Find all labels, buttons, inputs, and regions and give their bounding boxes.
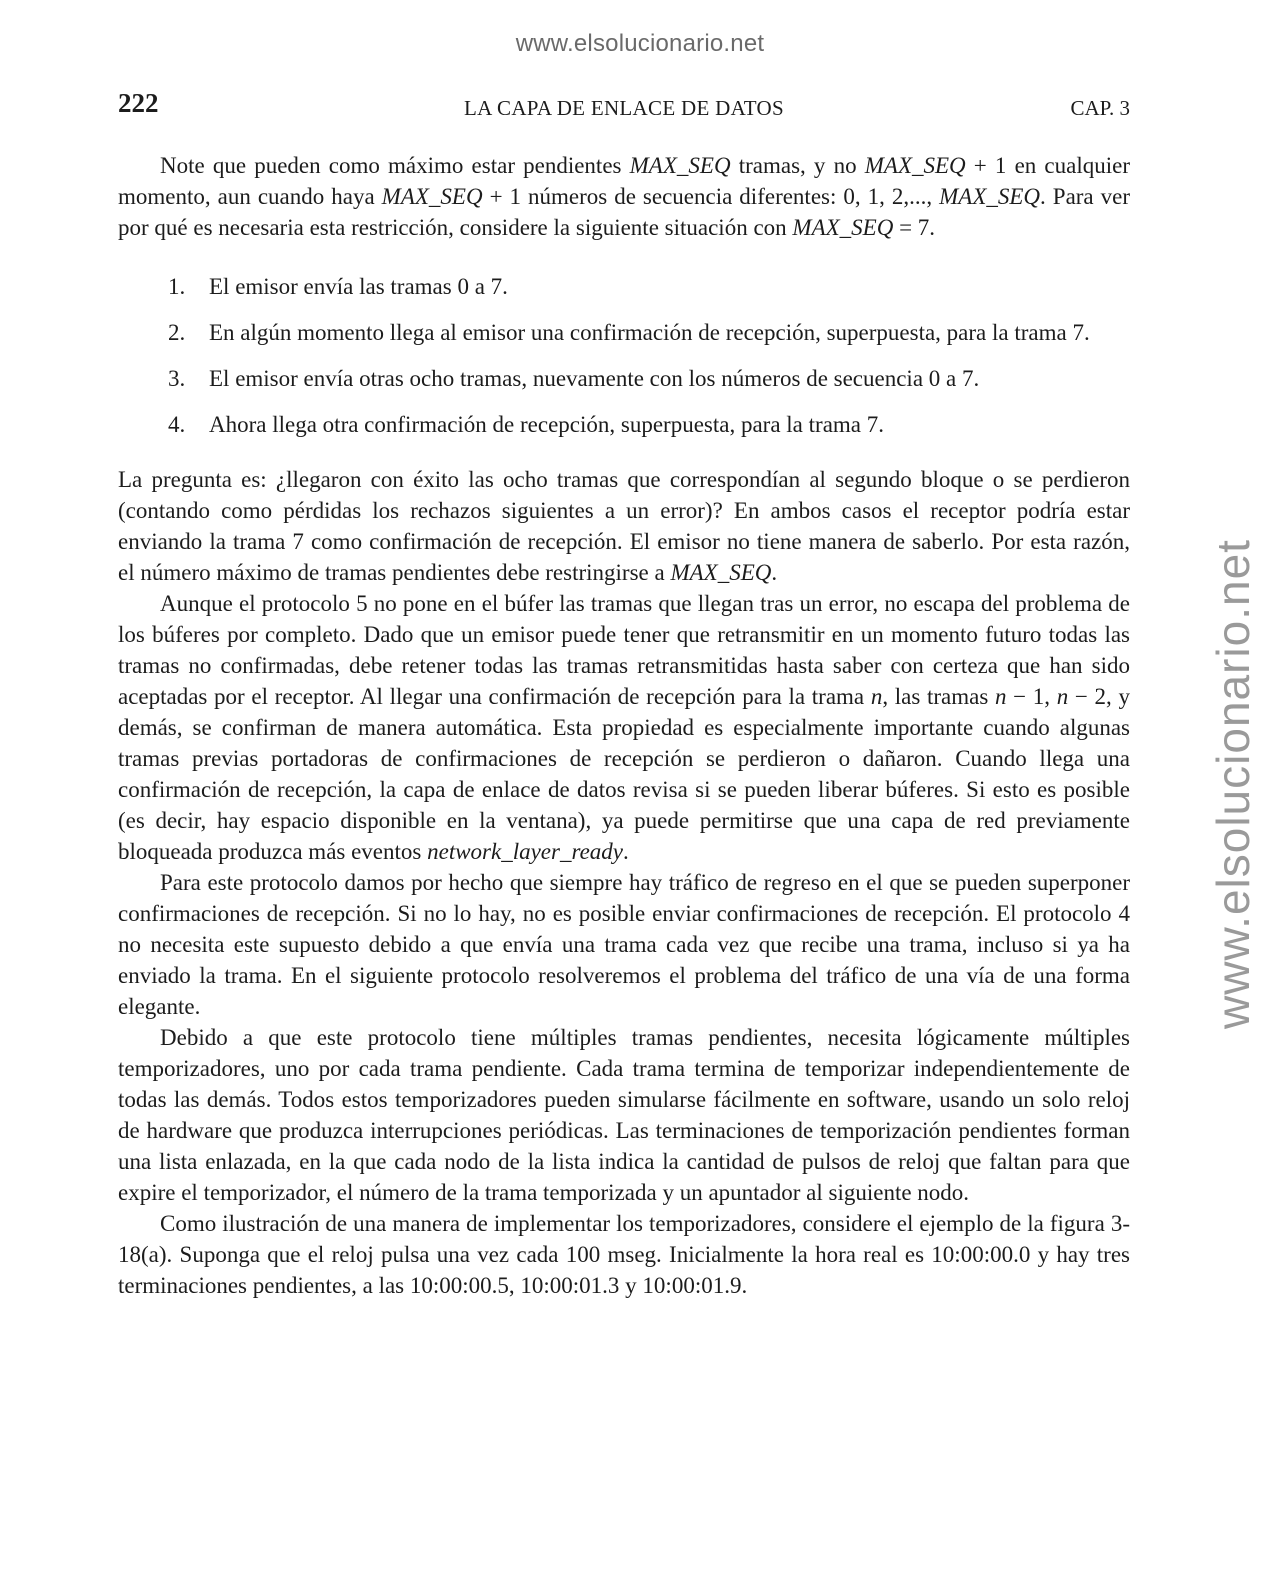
chapter-label: CAP. 3 bbox=[1070, 96, 1130, 120]
list-number: 1. bbox=[168, 274, 186, 299]
numbered-list bbox=[118, 271, 1130, 440]
watermark-url-side: www.elsolucionario.net bbox=[1207, 539, 1259, 1029]
paragraph-timers: Debido a que este protocolo tiene múltiples tramas pendientes, necesita lógicamente múltiples temporizadores, uno por cada trama pendiente. Cada trama termina de temporizar independientemente de todas las demás. Todos estos temporizadores pueden simularse fácilmente en software, usando un solo reloj de hardware que produzca interrupciones periódicas. Las terminaciones de temporización pendientes forman una lista enlazada, en la que cada nodo de la lista indica la cantidad de pulsos de reloj que faltan para que expire el temporizador, el número de la trama temporizada y un apuntador al siguiente nodo. bbox=[118, 1025, 1130, 1205]
list-item bbox=[168, 363, 1130, 394]
paragraph-intro: Note que pueden como máximo estar pendientes MAX_SEQ tramas, y no MAX_SEQ + 1 en cualquier momento, aun cuando haya MAX_SEQ + 1 números de secuencia diferentes: 0, 1, 2,..., MAX_SEQ. Para ver por qué es necesaria esta restricción, considere la siguiente situación con MAX_SEQ = 7. bbox=[118, 153, 1131, 240]
paragraph-question: La pregunta es: ¿llegaron con éxito las ocho tramas que correspondían al segundo bloque o se perdieron (contando como pérdidas los rechazos siguientes a un error)? En ambos casos el receptor podría estar enviando la trama 7 como confirmación de recepción. El emisor no tiene manera de saberlo. Por esta razón, el número máximo de tramas pendientes debe restringirse a MAX_SEQ. bbox=[118, 467, 1130, 585]
list-text: En algún momento llega al emisor una confirmación de recepción, superpuesta, para la trama 7. bbox=[209, 320, 1090, 345]
list-item bbox=[168, 317, 1130, 348]
list-number: 2. bbox=[168, 320, 186, 345]
paragraph-example: Como ilustración de una manera de implementar los temporizadores, considere el ejemplo de la figura 3-18(a). Suponga que el reloj pulsa una vez cada 100 mseg. Inicialmente la hora real es 10:00:00.0 y hay tres terminaciones pendientes, a las 10:00:00.5, 10:00:01.3 y 10:00:01.9. bbox=[118, 1211, 1130, 1298]
list-number: 4. bbox=[168, 412, 186, 437]
list-number: 3. bbox=[168, 366, 186, 391]
list-item bbox=[168, 409, 1130, 440]
page-body bbox=[118, 150, 1130, 1301]
page-number: 222 bbox=[118, 88, 159, 118]
paragraph-reverse-traffic: Para este protocolo damos por hecho que siempre hay tráfico de regreso en el que se pueden superponer confirmaciones de recepción. Si no lo hay, no es posible enviar confirmaciones de recepción. El protocolo 4 no necesita este supuesto debido a que envía una trama cada vez que recibe una trama, incluso si ya ha enviado la trama. En el siguiente protocolo resolveremos el problema del tráfico de una vía de una forma elegante. bbox=[118, 870, 1130, 1019]
list-text: El emisor envía otras ocho tramas, nuevamente con los números de secuencia 0 a 7. bbox=[209, 366, 980, 391]
list-item bbox=[168, 271, 1130, 302]
list-text: El emisor envía las tramas 0 a 7. bbox=[209, 274, 508, 299]
running-title: LA CAPA DE ENLACE DE DATOS bbox=[464, 96, 784, 120]
watermark-url-top: www.elsolucionario.net bbox=[515, 30, 765, 57]
page-header bbox=[118, 88, 1130, 124]
list-text: Ahora llega otra confirmación de recepción, superpuesta, para la trama 7. bbox=[209, 412, 884, 437]
paragraph-buffers: Aunque el protocolo 5 no pone en el búfer las tramas que llegan tras un error, no escapa del problema de los búferes por completo. Dado que un emisor puede tener que retransmitir en un momento futuro todas las tramas no confirmadas, debe retener todas las tramas retransmitidas hasta saber con certeza que han sido aceptadas por el receptor. Al llegar una confirmación de recepción para la trama n, las tramas n − 1, n − 2, y demás, se confirman de manera automática. Esta propiedad es especialmente importante cuando algunas tramas previas portadoras de confirmaciones de recepción se perdieron o dañaron. Cuando llega una confirmación de recepción, la capa de enlace de datos revisa si se pueden liberar búferes. Si esto es posible (es decir, hay espacio disponible en la ventana), ya puede permitirse que una capa de red previamente bloqueada produzca más eventos network_layer_ready. bbox=[118, 591, 1130, 864]
